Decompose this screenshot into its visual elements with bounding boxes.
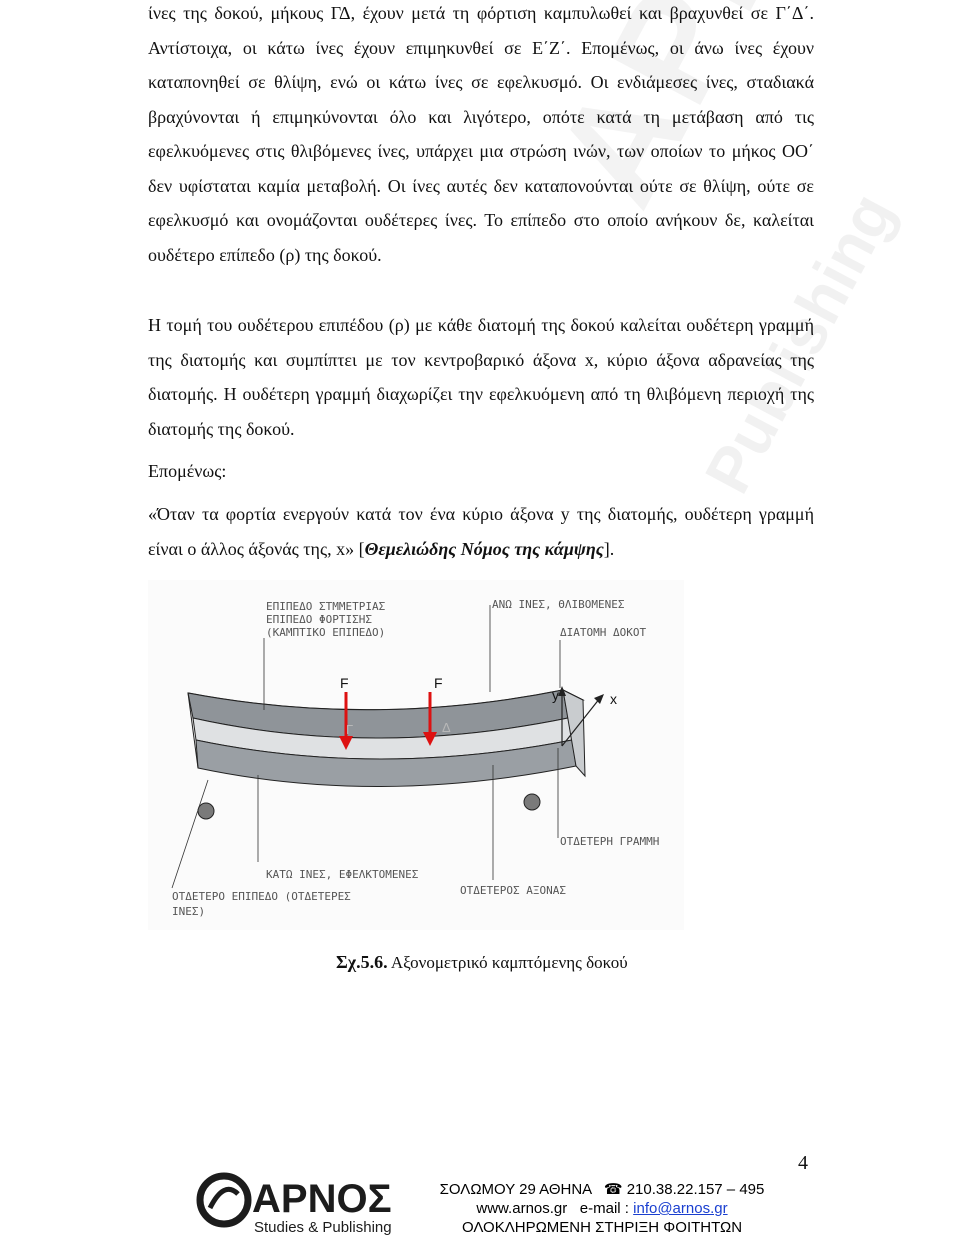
publisher-logo-graphic (196, 1170, 416, 1236)
paragraph-neutral-line: Η τομή του ουδέτερου επιπέδου (ρ) με κάθε διατομή της δοκού καλείται ουδέτερη γραμμή της διατομής και συμπίπτει με τον κεντροβαρικό άξονα x, κύριο άξονα αδρανείας της διατομής. Η ουδέτερη γραμμή διαχωρίζει την εφελκυόμενη από τη θλιβόμενη περιοχή της διατομής της δοκού. (148, 315, 814, 439)
law-name: Θεμελιώδης Νόμος της κάμψης (364, 538, 604, 559)
label-lower-fibres: ΚΑΤΩ ΙΝΕΣ, ΕΦΕΛΚΤΟΜΕΝΕΣ (266, 868, 419, 881)
footer-email-label: e-mail : (579, 1200, 629, 1217)
footer-contact (432, 1180, 772, 1237)
label-symmetry-plane-2: ΕΠΙΠΕΔΟ ΦΟΡΤΙΣΗΣ (266, 613, 372, 626)
beam-bending-figure (148, 580, 684, 930)
paragraph-therefore: Επομένως: (148, 461, 227, 481)
publisher-logo (196, 1170, 416, 1236)
footer-line-2 (432, 1199, 772, 1218)
footer-website[interactable]: www.arnos.gr (476, 1200, 568, 1217)
label-axis-x: x (610, 691, 617, 707)
paragraph-law (148, 497, 814, 566)
label-force-1: F (340, 675, 349, 691)
page-number: 4 (798, 1152, 808, 1174)
label-neutral-plane-1: ΟΤΔΕΤΕΡΟ ΕΠΙΠΕΔΟ (ΟΤΔΕΤΕΡΕΣ (172, 890, 351, 903)
label-upper-fibres: ΑΝΩ ΙΝΕΣ, ΘΛΙΒΟΜΕΝΕΣ (492, 598, 625, 611)
left-support (198, 803, 214, 819)
watermark-sub: Publishing (690, 181, 909, 505)
phone-icon: ☎ (603, 1181, 623, 1198)
label-axis-y: y (552, 687, 559, 703)
label-symmetry-plane-3: (ΚΑΜΠΤΙΚΟ ΕΠΙΠΕΔΟ) (266, 626, 386, 639)
label-point-delta: Δ (442, 720, 451, 735)
figure-caption (336, 952, 628, 973)
law-statement: «Όταν τα φορτία ενεργούν κατά τον ένα κύριο άξονα y της διατομής, ουδέτερη γραμμή είναι ο άλλος άξονάς της, x» [ (148, 504, 814, 559)
label-symmetry-plane-1: ΕΠΙΠΕΔΟ ΣΤΜΜΕΤΡΙΑΣ (266, 600, 386, 613)
footer-line-1 (432, 1180, 772, 1199)
label-neutral-plane-2: ΙΝΕΣ) (172, 905, 206, 918)
label-force-2: F (434, 675, 443, 691)
label-neutral-axis: ΟΤΔΕΤΕΡΟΣ ΑΞΟΝΑΣ (460, 884, 566, 897)
logo-name: ΑΡΝΟΣ (252, 1177, 392, 1221)
footer-slogan: ΟΛΟΚΛΗΡΩΜΕΝΗ ΣΤΗΡΙΞΗ ΦΟΙΤΗΤΩΝ (461, 1219, 743, 1236)
caption-text: Αξονομετρικό καμπτόμενης δοκού (390, 953, 628, 972)
logo-subtitle: Studies & Publishing (254, 1219, 392, 1236)
label-neutral-line: ΟΤΔΕΤΕΡΗ ΓΡΑΜΜΗ (560, 835, 660, 848)
footer-phone: 210.38.22.157 – 495 (626, 1181, 765, 1198)
beam-diagram (148, 580, 684, 930)
label-point-gamma: Γ (346, 722, 354, 737)
label-section: ΔΙΑΤΟΜΗ ΔΟΚΟΤ (560, 626, 647, 639)
right-support (524, 794, 540, 810)
footer-address: ΣΟΛΩΜΟΥ 29 ΑΘΗΝΑ (439, 1181, 592, 1198)
footer-email-link[interactable]: info@arnos.gr (633, 1200, 728, 1217)
paragraph-fibres: ίνες της δοκού, μήκους ΓΔ, έχουν μετά τη φόρτιση καμπυλωθεί και βραχυνθεί σε Γ΄Δ΄. Αντίστοιχα, οι κάτω ίνες έχουν επιμηκυνθεί σε Ε΄Ζ΄. Επομένως, οι άνω ίνες έχουν καταπονηθεί σε θλίψη, ενώ οι κάτω ίνες σε εφελκυσμό. Οι ενδιάμεσες ίνες, σταδιακά βραχύνονται ή επιμηκύνονται όλο και λιγότερο, οπότε κατά τη μετάβαση από τις εφελκυόμενες στις θλιβόμενες ίνες, υπάρχει μια στρώση ινών, των οποίων το μήκος ΟΟ΄ δεν υφίσταται καμία μεταβολή. Οι ίνες αυτές δεν καταπονούνται ούτε σε θλίψη, ούτε σε εφελκυσμό και ονομάζονται ουδέτερες ίνες. Το επίπεδο στο οποίο ανήκουν δε, καλείται ουδέτερο επίπεδο (ρ) της δοκού. (148, 3, 814, 265)
caption-number: Σχ.5.6. (336, 952, 388, 972)
law-end: ]. (603, 538, 615, 559)
